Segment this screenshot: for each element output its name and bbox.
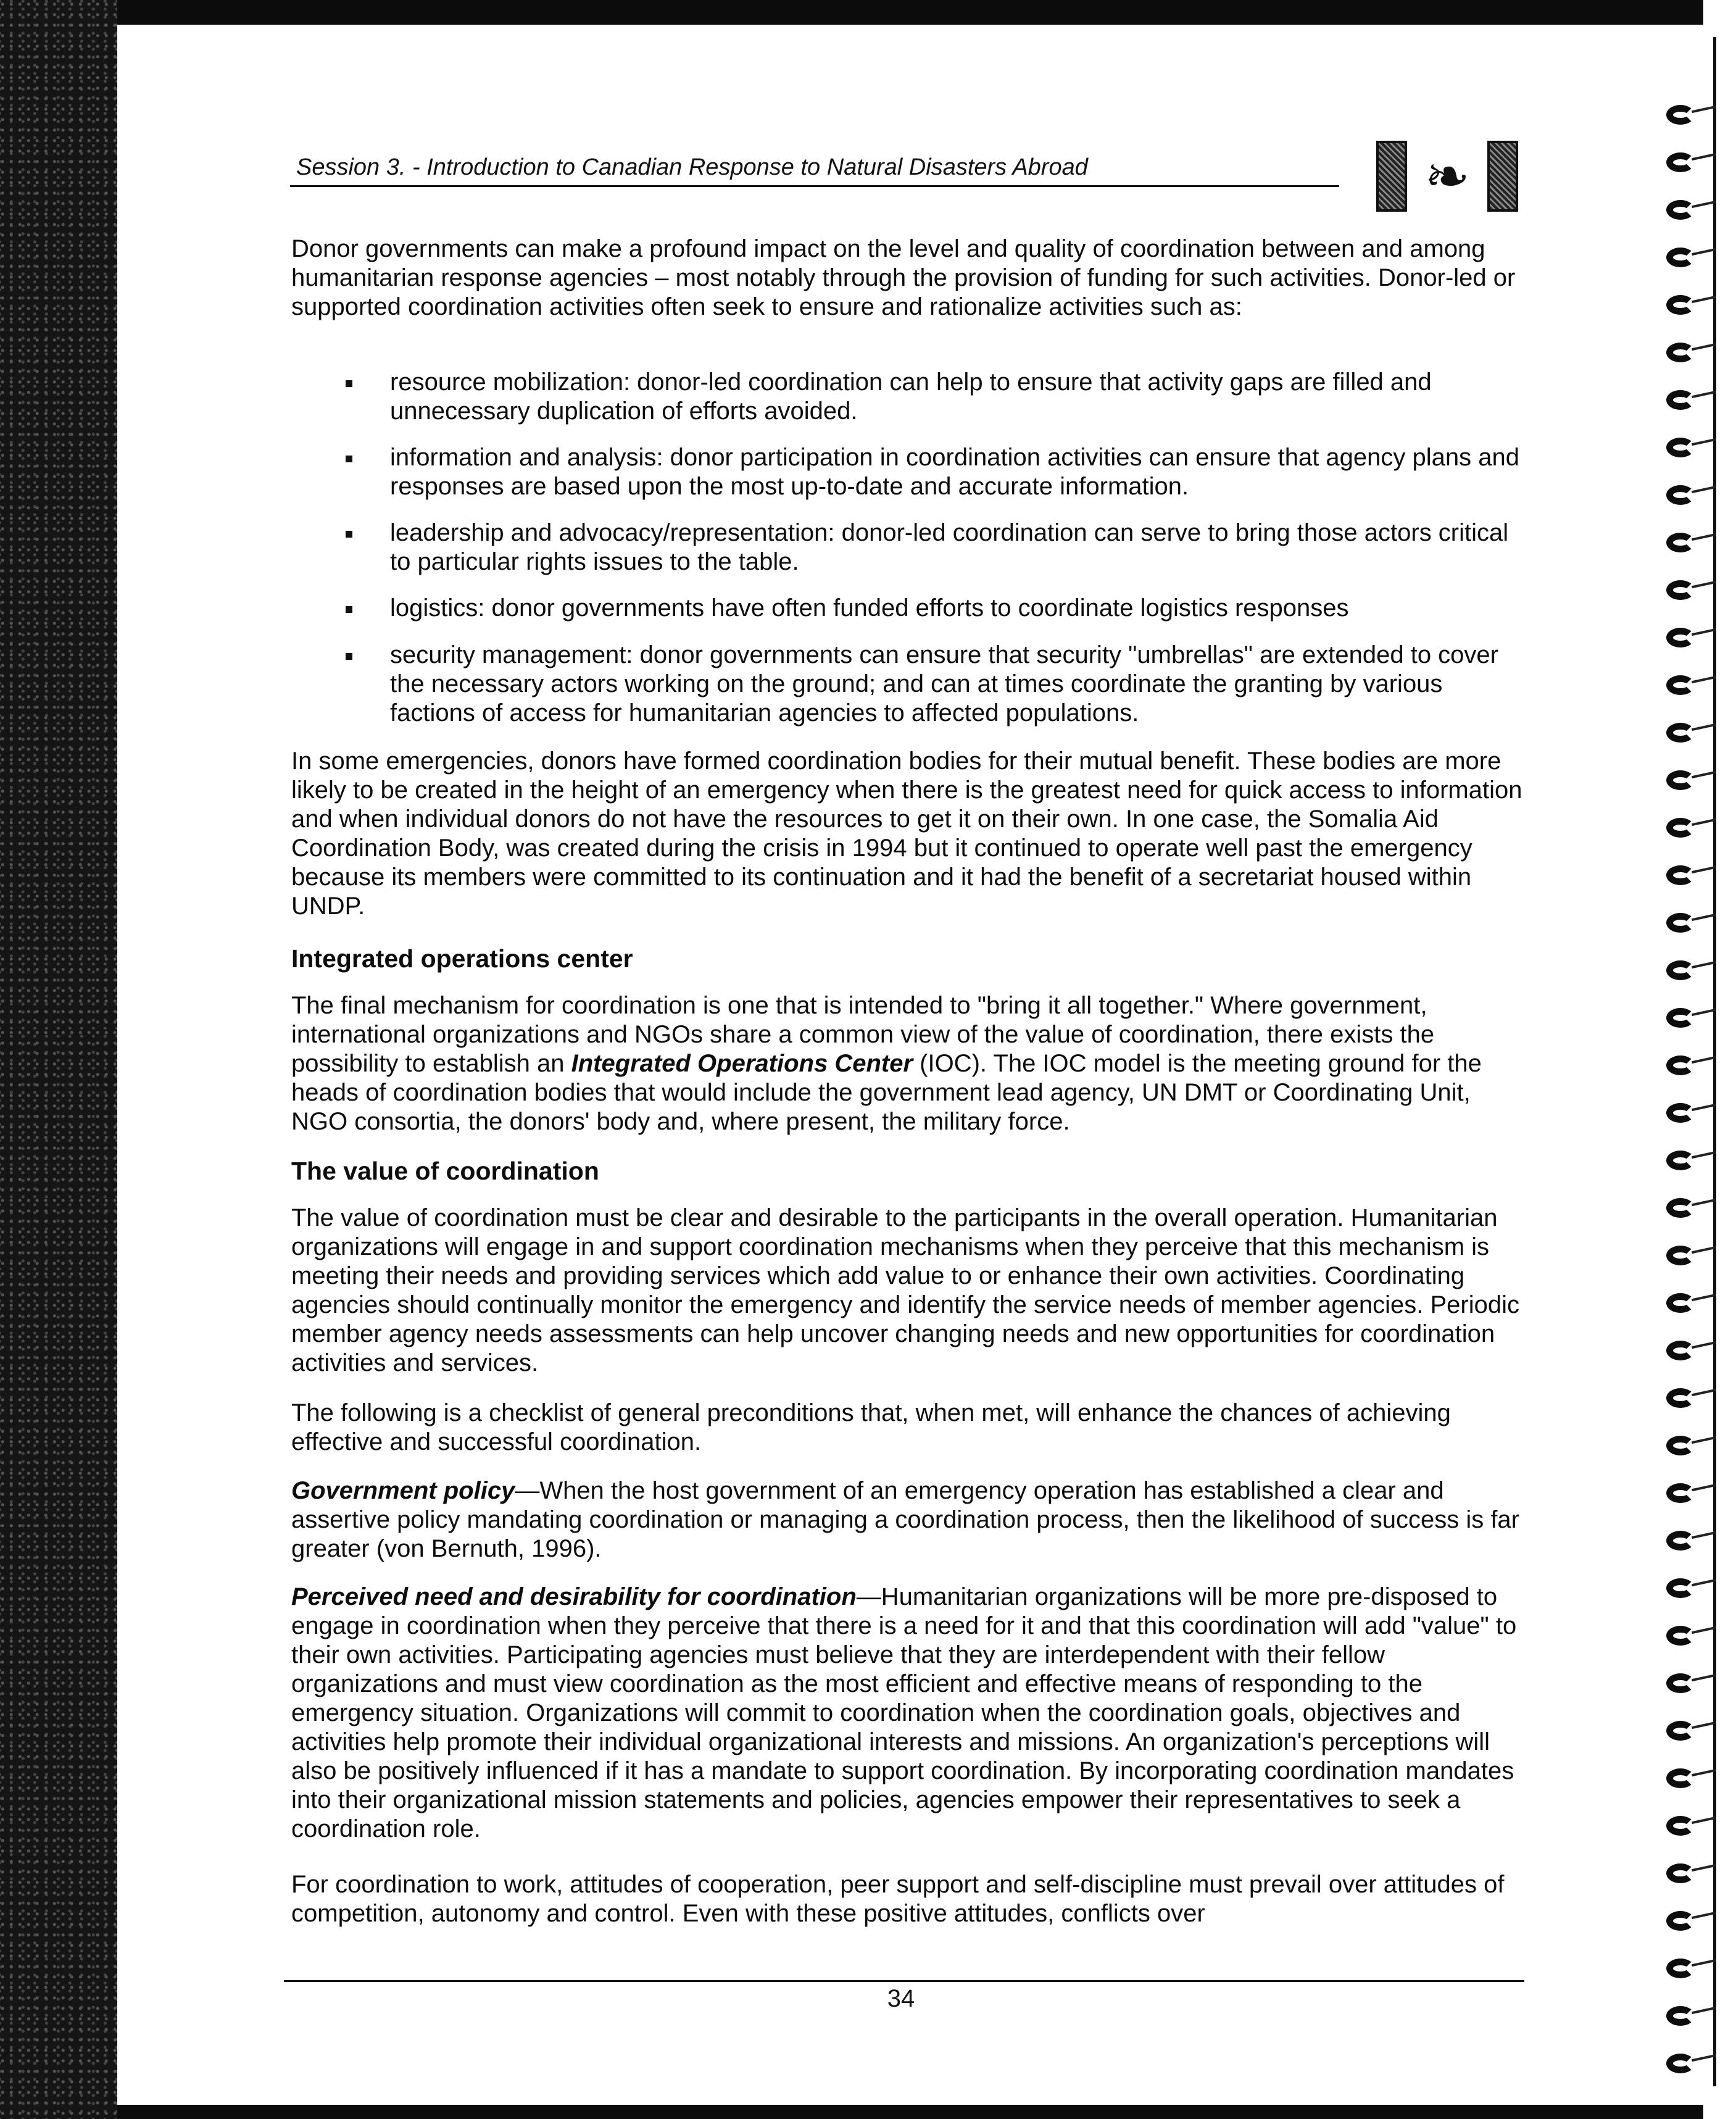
session-header: Session 3. - Introduction to Canadian Response to Natural Disasters Abroad [296, 154, 1088, 180]
ioc-emphasis: Integrated Operations Center [571, 1050, 913, 1077]
bullet-item: security management: donor governments can ensure that security "umbrellas" are extended to cover the necessary actors working on the ground; and can at times coordinate the granting by various factions of access for humanitarian agencies to affected populations. [390, 641, 1498, 726]
spiral-ring [1666, 1483, 1695, 1503]
spiral-ring [1666, 152, 1695, 172]
bullet-item: information and analysis: donor participation in coordination activities can ensure that agency plans and responses are based upon the most up-to-date and accurate information. [390, 444, 1519, 500]
spiral-ring [1666, 913, 1695, 933]
value-paragraph: The value of coordination must be clear and desirable to the participants in the overall operation. Humanitarian organizations will engage in and support coordination mechanisms when they perceive that this mechanism is meeting their needs and providing services which add value to or enhance their own activities. Coordinating agencies should continually monitor the emergency and identify the service needs of member agencies. Periodic member agency needs assessments can help uncover changing needs and new opportunities for coordination activities and services. [291, 1204, 1519, 1376]
government-policy-lead: Government policy [291, 1477, 515, 1504]
bullet-item: leadership and advocacy/representation: donor-led coordination can serve to bring those actors critical to particular rights issues to the table. [390, 519, 1509, 575]
spiral-ring [1666, 1673, 1695, 1693]
spiral-ring [1666, 390, 1695, 410]
spiral-ring [1666, 2054, 1695, 2073]
bullet-marker [346, 531, 352, 538]
spiral-ring [1666, 865, 1695, 885]
bullet-marker [346, 456, 352, 462]
page-shadow-edge [0, 0, 117, 2119]
spiral-ring [1666, 2006, 1695, 2026]
bullet-item: resource mobilization: donor-led coordination can help to ensure that activity gaps are filled and unnecessary duplication of efforts avoided. [390, 368, 1432, 425]
spiral-ring [1666, 1578, 1695, 1598]
spiral-ring [1666, 580, 1695, 600]
spiral-ring [1666, 105, 1695, 125]
spiral-ring [1666, 1103, 1695, 1123]
spiral-ring [1666, 1816, 1695, 1836]
maple-leaf-icon: ❧ [1424, 146, 1470, 207]
canada-flag-logo [1376, 141, 1518, 212]
spiral-ring [1666, 1721, 1695, 1741]
spiral-ring [1666, 723, 1695, 743]
ioc-text-b: (IOC). The IOC model is the meeting ground for the heads of coordination bodies that would include the government lead agency, UN DMT or Coordinating Unit, NGO consortia, the donors' body and, where present, the military force. [291, 1050, 1482, 1135]
spiral-ring [1666, 1863, 1695, 1883]
spiral-ring [1666, 1436, 1695, 1455]
spiral-ring [1666, 485, 1695, 505]
spiral-ring [1666, 818, 1695, 838]
checklist-intro: The following is a checklist of general preconditions that, when met, will enhance the chances of achieving effective and successful coordination. [291, 1399, 1451, 1455]
bullet-marker [346, 380, 352, 387]
value-heading: The value of coordination [291, 1157, 599, 1185]
spiral-ring [1666, 1198, 1695, 1218]
spiral-ring [1666, 1768, 1695, 1788]
perceived-need-text: —Humanitarian organizations will be more pre-disposed to engage in coordination when they perceive that there is a need for it and that this coordination will add "value" to their own activities. Participating agencies must believe that they are interdependent with their fellow organizations and must view coordination as the most efficient and effective means of responding to the emergency situation. Organizations will commit to coordination when the coordination goals, objectives and activities help promote their individual organizational interests and missions. An organization's perceptions will also be positively influenced if it has a mandate to support coordination. By incorporating coordination mandates into their organizational mission statements and policies, agencies empower their representatives to seek a coordination role. [291, 1583, 1517, 1842]
spiral-ring [1666, 1341, 1695, 1360]
bullet-marker [346, 606, 352, 613]
spiral-ring [1666, 1246, 1695, 1265]
flag-right-bar [1487, 141, 1518, 212]
spiral-ring [1666, 675, 1695, 695]
spiral-ring [1666, 1293, 1695, 1313]
spiral-ring [1666, 295, 1695, 315]
perceived-need-lead: Perceived need and desirability for coordination [291, 1583, 857, 1610]
spiral-ring [1666, 248, 1695, 267]
ioc-text-a: The final mechanism for coordination is one that is intended to "bring it all together." Where government, international organizations and NGOs share a common view of the value of coordination, there exists the possibility to establish an [291, 992, 1435, 1077]
spiral-ring [1666, 770, 1695, 790]
spiral-ring [1666, 1388, 1695, 1408]
spiral-ring [1666, 1911, 1695, 1931]
spiral-ring [1666, 1008, 1695, 1028]
footer-rule [284, 1980, 1524, 1982]
spiral-ring [1666, 1626, 1695, 1646]
spiral-ring [1666, 1151, 1695, 1170]
government-policy-text: —When the host government of an emergency operation has established a clear and assertive policy mandating coordination or managing a coordination process, then the likelihood of success is far greater (von Bernuth, 1996). [291, 1477, 1519, 1562]
spiral-ring [1666, 1055, 1695, 1075]
intro-paragraph: Donor governments can make a profound impact on the level and quality of coordination between and among humanitarian response agencies – most notably through the provision of funding for such activities. Donor-led or supported coordination activities often seek to ensure and rationalize activities such as: [291, 235, 1516, 320]
spiral-ring [1666, 1959, 1695, 1978]
spiral-ring [1666, 438, 1695, 457]
spiral-ring [1666, 1531, 1695, 1551]
spiral-ring [1666, 533, 1695, 552]
ioc-paragraph [291, 991, 1526, 1136]
perceived-need-paragraph [291, 1583, 1526, 1844]
closing-paragraph: For coordination to work, attitudes of cooperation, peer support and self-discipline must prevail over attitudes of competition, autonomy and control. Even with these positive attitudes, conflicts over [291, 1871, 1505, 1927]
ioc-heading: Integrated operations center [291, 944, 633, 973]
spiral-ring [1666, 628, 1695, 647]
spiral-ring [1666, 960, 1695, 980]
header-rule [290, 185, 1339, 187]
bullet-item: logistics: donor governments have often funded efforts to coordinate logistics responses [390, 594, 1349, 622]
flag-left-bar [1376, 141, 1407, 212]
page-number: 34 [887, 1985, 915, 2012]
bullet-marker [346, 653, 352, 660]
spiral-ring [1666, 343, 1695, 362]
donor-bodies-paragraph: In some emergencies, donors have formed coordination bodies for their mutual benefit. These bodies are more likely to be created in the height of an emergency when there is the greatest need for quick access to information and when individual donors do not have the resources to get it on their own. In one case, the Somalia Aid Coordination Body, was created during the crisis in 1994 but it continued to operate well past the emergency because its members were committed to its continuation and it had the benefit of a secretariat housed within UNDP. [291, 747, 1522, 920]
spiral-ring [1666, 200, 1695, 220]
government-policy-paragraph [291, 1476, 1526, 1563]
